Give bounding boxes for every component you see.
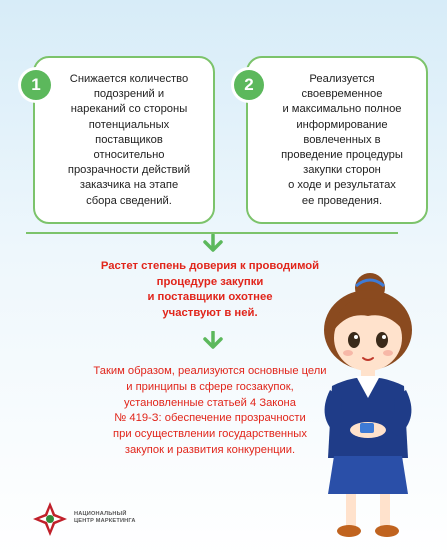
card-line: проведение процедуры — [281, 149, 403, 162]
trust-line: участвуют в ней. — [162, 306, 258, 319]
card-line: потенциальных — [88, 118, 170, 131]
card-line: прозрачности действий — [67, 164, 191, 177]
trust-line: и поставщики охотнее — [147, 291, 273, 304]
card-line: о ходе и результатах — [288, 179, 396, 192]
card-line: Снижается количество — [69, 73, 189, 85]
card-text — [266, 72, 418, 209]
card-line: относительно — [93, 149, 165, 162]
trust-statement — [95, 259, 325, 321]
card-line: вовлеченных в — [303, 133, 381, 146]
chevron-down-icon — [202, 234, 224, 254]
card-line: подозрений и — [93, 88, 165, 101]
trust-line: Растет степень доверия к проводимой — [100, 260, 320, 272]
card-number-badge: 2 — [234, 70, 264, 100]
conclusion-line: Таким образом, реализуются основные цели — [93, 365, 327, 377]
card-line: информирование — [296, 118, 388, 131]
conclusion-line: № 419-З: обеспечение прозрачности — [114, 412, 306, 425]
card-text — [53, 72, 205, 209]
card-line: Реализуется — [309, 73, 375, 85]
conclusion-line: установленные статьей 4 Закона — [124, 396, 296, 409]
card-number-badge: 1 — [21, 70, 51, 100]
info-card-2 — [246, 56, 428, 224]
conclusion-line: при осуществлении государственных — [113, 428, 307, 441]
chevron-down-icon — [202, 331, 224, 351]
card-line: закупки сторон — [303, 164, 381, 177]
girl-illustration — [308, 268, 428, 540]
card-line: нареканий со стороны — [70, 103, 188, 116]
info-card-1 — [33, 56, 215, 224]
card-line: ее проведения. — [301, 194, 383, 207]
conclusion-line: и принципы в сфере госзакупок, — [126, 380, 294, 393]
card-line: заказчика на этапе — [79, 179, 179, 192]
card-line: поставщиков — [95, 133, 163, 146]
logo-line: ЦЕНТР МАРКЕТИНГА — [74, 518, 136, 524]
logo-line: НАЦИОНАЛЬНЫЙ — [74, 511, 127, 517]
conclusion-line: закупок и развития конкуренции. — [124, 443, 296, 456]
trust-line: процедуре закупки — [156, 275, 264, 288]
card-line: своевременное — [301, 88, 383, 101]
logo-text — [74, 511, 136, 525]
card-line: сбора сведений. — [86, 194, 172, 207]
card-line: и максимально полное — [282, 103, 402, 116]
